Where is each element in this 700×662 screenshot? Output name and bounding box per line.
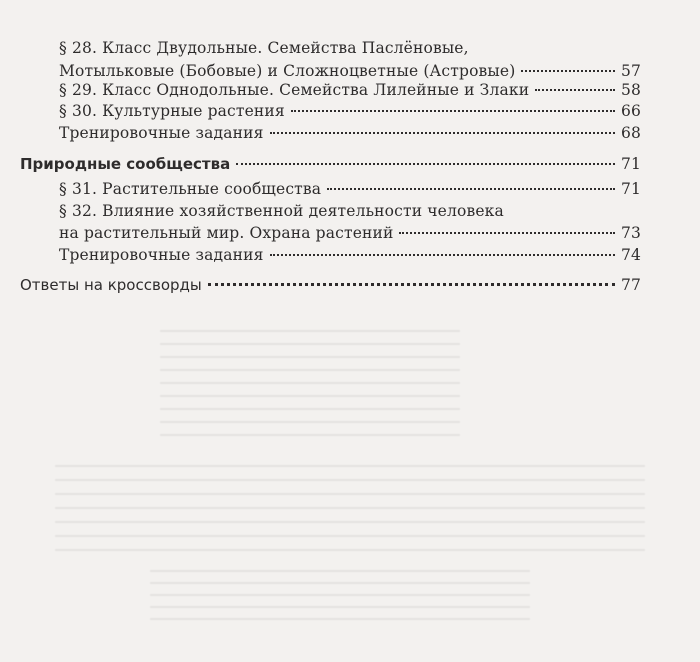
toc-section-natural-communities[interactable] [20,155,641,173]
toc-entry-32[interactable] [59,224,641,242]
dot-leader [399,232,615,234]
toc-entry-32-line1 [59,202,504,220]
toc-entry-title: Тренировочные задания [59,246,264,264]
dot-leader [236,163,615,165]
page-number: 73 [620,224,641,242]
toc-entry-title: § 28. Класс Двудольные. Семейства Паслёновые, [59,39,469,57]
show-through-text [160,330,460,440]
toc-entry-crossword-answers[interactable] [20,276,641,294]
page-number: 71 [620,155,641,173]
dot-leader [291,110,615,112]
toc-entry-training-tasks-1[interactable] [59,124,641,142]
toc-entry-title: Тренировочные задания [59,124,264,142]
toc-entry-title: § 30. Культурные растения [59,102,285,120]
show-through-text [55,465,645,555]
page-number: 74 [620,246,641,264]
toc-section-title: Природные сообщества [20,155,231,173]
toc-entry-title: § 29. Класс Однодольные. Семейства Лилейные и Злаки [59,81,530,99]
show-through-text [150,570,530,630]
page-number: 57 [620,62,641,80]
toc-entry-title: § 32. Влияние хозяйственной деятельности человека [59,202,504,220]
toc-entry-29[interactable] [59,81,641,99]
page-number: 68 [620,124,641,142]
dot-leader [270,254,615,256]
toc-entry-title: Ответы на кроссворды [20,276,202,294]
dot-leader [327,188,615,190]
page-number: 77 [620,276,641,294]
page-number: 58 [620,81,641,99]
toc-entry-title: Мотыльковые (Бобовые) и Сложноцветные (Астровые) [59,62,516,80]
dot-leader [521,70,615,72]
toc-entry-title: § 31. Растительные сообщества [59,180,322,198]
toc-entry-title: на растительный мир. Охрана растений [59,224,394,242]
toc-entry-training-tasks-2[interactable] [59,246,641,264]
toc-entry-30[interactable] [59,102,641,120]
toc-entry-31[interactable] [59,180,641,198]
dot-leader [270,132,615,134]
page-number: 71 [620,180,641,198]
dot-leader [208,283,615,286]
dot-leader [535,89,615,91]
toc-entry-28[interactable] [59,62,641,80]
toc-entry-28-line1 [59,39,469,57]
page-number: 66 [620,102,641,120]
